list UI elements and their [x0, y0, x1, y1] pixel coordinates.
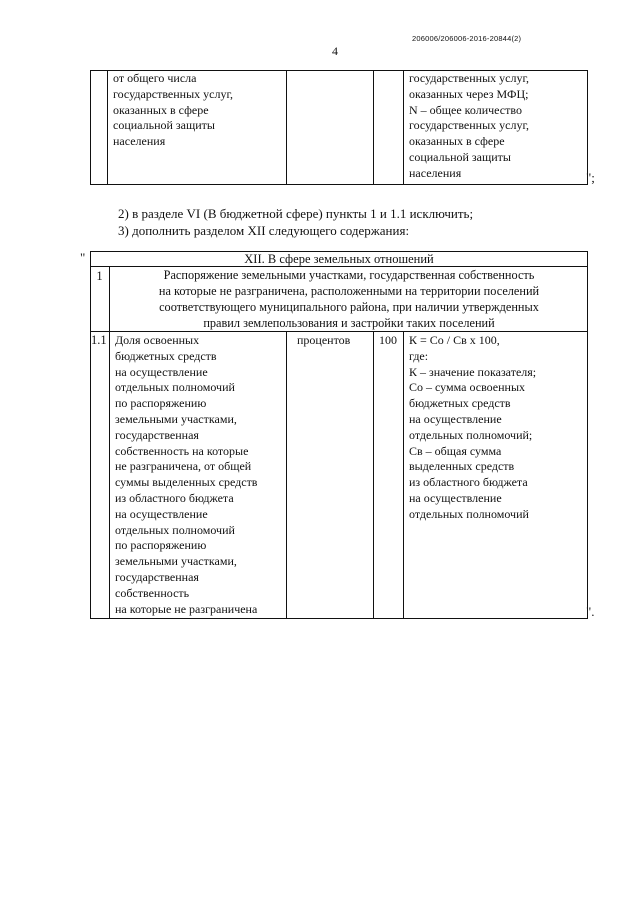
- row-1-text: Распоряжение земельными участками, государственная собственность на которые не разграничена, расположенными на территории поселений соответствующего муниципального района, при наличии утвержденных правил землепользования и застройки таких поселений: [158, 268, 540, 330]
- row-1-number: 1: [96, 269, 103, 283]
- paragraph-3: 3) дополнить разделом XII следующего содержания:: [118, 223, 410, 238]
- column-divider: [403, 331, 404, 619]
- column-divider: [109, 331, 110, 619]
- document-id: 206006/206006-2016-20844(2): [412, 34, 522, 43]
- formula-cell-text: государственных услуг, оказанных через МФЦ; N – общее количество государственных услуг, оказанных в сфере социальной защиты населения: [409, 71, 530, 180]
- table-divider: [373, 70, 374, 185]
- column-divider: [286, 331, 287, 619]
- indicator-cell-text: от общего числа государственных услуг, оказанных в сфере социальной защиты населения: [113, 71, 234, 149]
- column-divider: [373, 331, 374, 619]
- row-divider: [90, 331, 588, 332]
- section-title: XII. В сфере земельных отношений: [244, 252, 434, 266]
- closing-quote: ";: [586, 170, 595, 185]
- row-11-indicator: Доля освоенных бюджетных средств на осуществление отдельных полномочий по распоряжению земельными участками, государственная собственность на которые не разграничена, от общей суммы выделенных средств из областного бюджета на осуществление отдельных полномочий по распоряжению земельными участками, государственная собственность на которые не разграничена: [115, 333, 258, 616]
- paragraph-2: 2) в разделе VI (В бюджетной сфере) пункты 1 и 1.1 исключить;: [118, 206, 474, 221]
- row-11-number: 1.1: [91, 333, 107, 347]
- opening-quote: ": [80, 250, 86, 265]
- table-divider: [403, 70, 404, 185]
- closing-quote: ".: [586, 604, 595, 619]
- table-divider: [286, 70, 287, 185]
- continuation-table: [90, 70, 588, 185]
- row-11-formula: К = Со / Св х 100, где: К – значение показателя; Со – сумма освоенных бюджетных средств на осуществление отдельных полномочий; Св – общая сумма выделенных средств из областного бюджета на осуществление отдельных полномочий: [409, 333, 537, 521]
- page-number: 4: [332, 44, 338, 58]
- row-11-value: 100: [379, 333, 397, 347]
- table-divider: [107, 70, 108, 185]
- section-xii-table: [90, 251, 588, 619]
- row-11-unit: процентов: [297, 333, 351, 347]
